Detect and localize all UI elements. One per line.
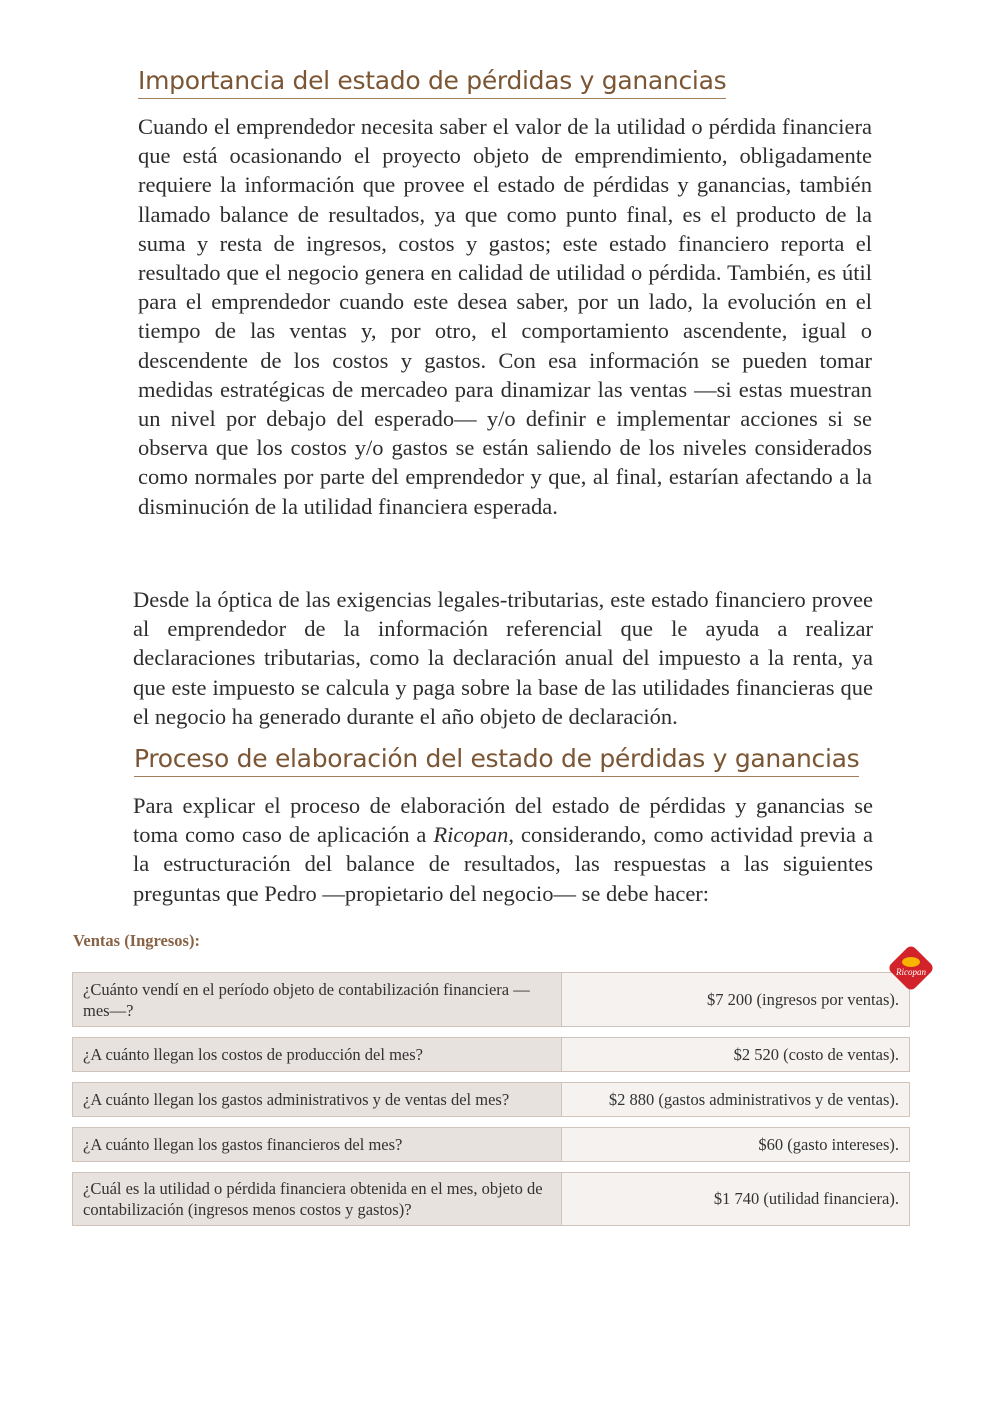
section-heading-proceso: Proceso de elaboración del estado de pérdidas y ganancias (134, 744, 859, 777)
question-cell: ¿Cuál es la utilidad o pérdida financiera obtenida en el mes, objeto de contabilización (ingresos menos costos y gastos)? (73, 1173, 562, 1225)
answer-cell: $2 520 (costo de ventas). (562, 1038, 909, 1071)
paragraph-proceso-text-2: , considerando, como actividad previa a la estructuración del balance de resultados, las respuestas a las siguientes preguntas que Pedro —propietario del negocio— se debe hacer: (133, 822, 873, 906)
question-cell: ¿A cuánto llegan los gastos financieros del mes? (73, 1128, 562, 1161)
question-cell: ¿A cuánto llegan los gastos administrativos y de ventas del mes? (73, 1083, 562, 1116)
answer-cell: $1 740 (utilidad financiera). (562, 1173, 909, 1225)
paragraph-legal-tributaria: Desde la óptica de las exigencias legales-tributarias, este estado financiero provee al emprendedor de la información referencial que le ayuda a realizar declaraciones tributarias, como la declaración anual del impuesto a la renta, ya que este impuesto se calcula y paga sobre la base de las utilidades financieras que el negocio ha generado durante el año objeto de declaración. (133, 587, 873, 729)
table-row (72, 1037, 910, 1072)
ricopan-italic: Ricopan (433, 822, 509, 848)
answer-cell: $60 (gasto intereses). (562, 1128, 909, 1161)
question-cell: ¿Cuánto vendí en el período objeto de contabilización financiera —mes—? (73, 973, 562, 1026)
ricopan-logo-icon (885, 942, 937, 994)
paragraph-importancia: Cuando el emprendedor necesita saber el valor de la utilidad o pérdida financiera que está ocasionando el proyecto objeto de emprendimiento, obligadamente requiere la información que provee el estado de pérdidas y ganancias, también llamado balance de resultados, ya que como punto final, es el producto de la suma y resta de ingresos, costos y gastos; este estado financiero reporta el resultado que el negocio genera en calidad de utilidad o pérdida. También, es útil para el emprendedor cuando este desea saber, por un lado, la evolución en el tiempo de las ventas y, por otro, el comportamiento ascendente, igual o descendente de los costos y gastos. Con esa información se pueden tomar medidas estratégicas de mercadeo para dinamizar las ventas —si estas muestran un nivel por debajo del esperado— y/o definir e implementar acciones si se observa que los costos y/o gastos se están saliendo de los niveles considerados como normales por parte del emprendedor y que, al final, estarían afectando a la disminución de la utilidad financiera esperada. (138, 114, 872, 519)
answer-cell: $7 200 (ingresos por ventas). (562, 973, 909, 1026)
table-row (72, 1172, 910, 1226)
table-row (72, 972, 910, 1027)
answer-cell: $2 880 (gastos administrativos y de ventas). (562, 1083, 909, 1116)
paragraph-proceso-text-1: Para explicar el proceso de elaboración del estado de pérdidas y ganancias se toma como caso de aplicación a (133, 793, 873, 848)
question-cell: ¿A cuánto llegan los costos de producción del mes? (73, 1038, 562, 1071)
table-label: Ventas (Ingresos): (73, 931, 200, 950)
logo-text: Ricopan (896, 967, 926, 977)
section-heading-importancia: Importancia del estado de pérdidas y ganancias (138, 66, 726, 99)
table-row (72, 1082, 910, 1117)
paragraph-proceso (133, 791, 873, 908)
table-row (72, 1127, 910, 1162)
